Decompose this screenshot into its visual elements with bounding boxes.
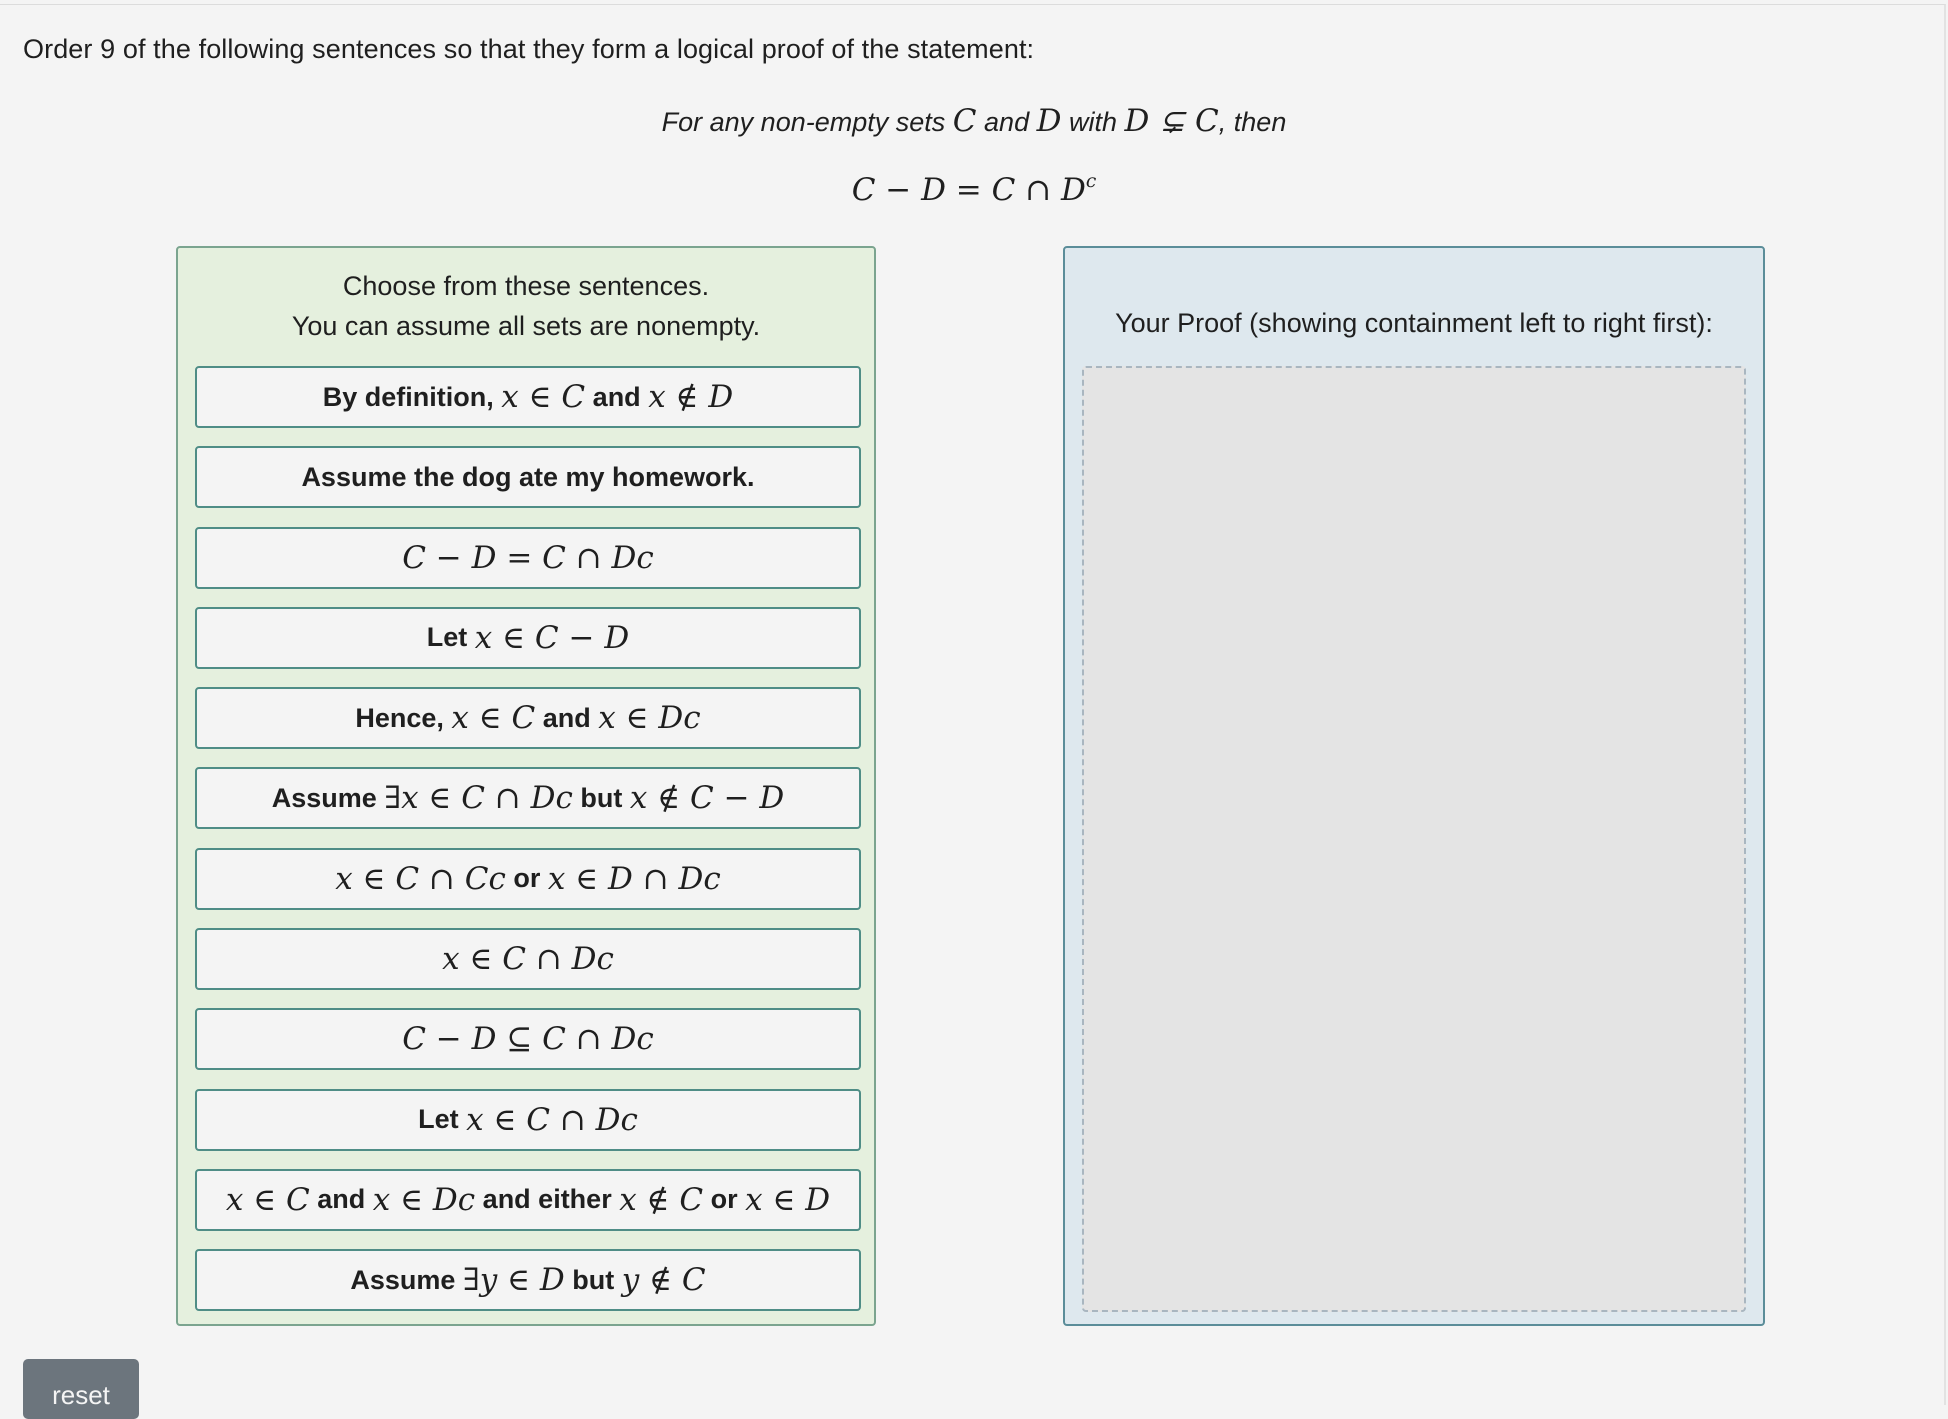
sentence-card[interactable]: By definition, x ∈ C and x ∉ D — [195, 366, 861, 428]
sentence-card[interactable]: Let x ∈ C − D — [195, 607, 861, 669]
instruction-text: Order 9 of the following sentences so that they form a logical proof of the statement: — [23, 34, 1035, 64]
sentence-card[interactable]: x ∈ C ∩ C c or x ∈ D ∩ D c — [195, 848, 861, 910]
reset-button[interactable]: reset — [23, 1359, 139, 1419]
statement-text: For any non-empty sets C and D with D ⊊ C, then — [661, 103, 1287, 139]
sentence-bank-heading: Choose from these sentences. You can assume all sets are nonempty. — [291, 271, 761, 341]
sentence-card[interactable]: Hence, x ∈ C and x ∈ D c — [195, 687, 861, 749]
sentence-card[interactable]: Assume the dog ate my homework. — [195, 446, 861, 508]
proof-panel-heading: Your Proof (showing containment left to right first): — [1115, 308, 1713, 338]
sentence-card[interactable]: C − D ⊆ C ∩ D c — [195, 1008, 861, 1070]
proof-panel — [1063, 246, 1765, 1326]
sentence-card[interactable]: x ∈ C ∩ D c — [195, 928, 861, 990]
proof-dropzone[interactable] — [1082, 366, 1746, 1312]
sentence-bank-list — [195, 366, 861, 1330]
sentence-bank-panel — [176, 246, 876, 1326]
sentence-card[interactable]: C − D = C ∩ D c — [195, 527, 861, 589]
sentence-card[interactable]: x ∈ C and x ∈ D c and either x ∉ C or x ∈ D — [195, 1169, 861, 1231]
sentence-card[interactable]: Let x ∈ C ∩ D c — [195, 1089, 861, 1151]
sentence-card[interactable]: Assume ∃y ∈ D but y ∉ C — [195, 1249, 861, 1311]
statement-formula: C − D = C ∩ $D^c$ — [851, 170, 1097, 208]
sentence-card[interactable]: Assume ∃x ∈ C ∩ D c but x ∉ C − D — [195, 767, 861, 829]
